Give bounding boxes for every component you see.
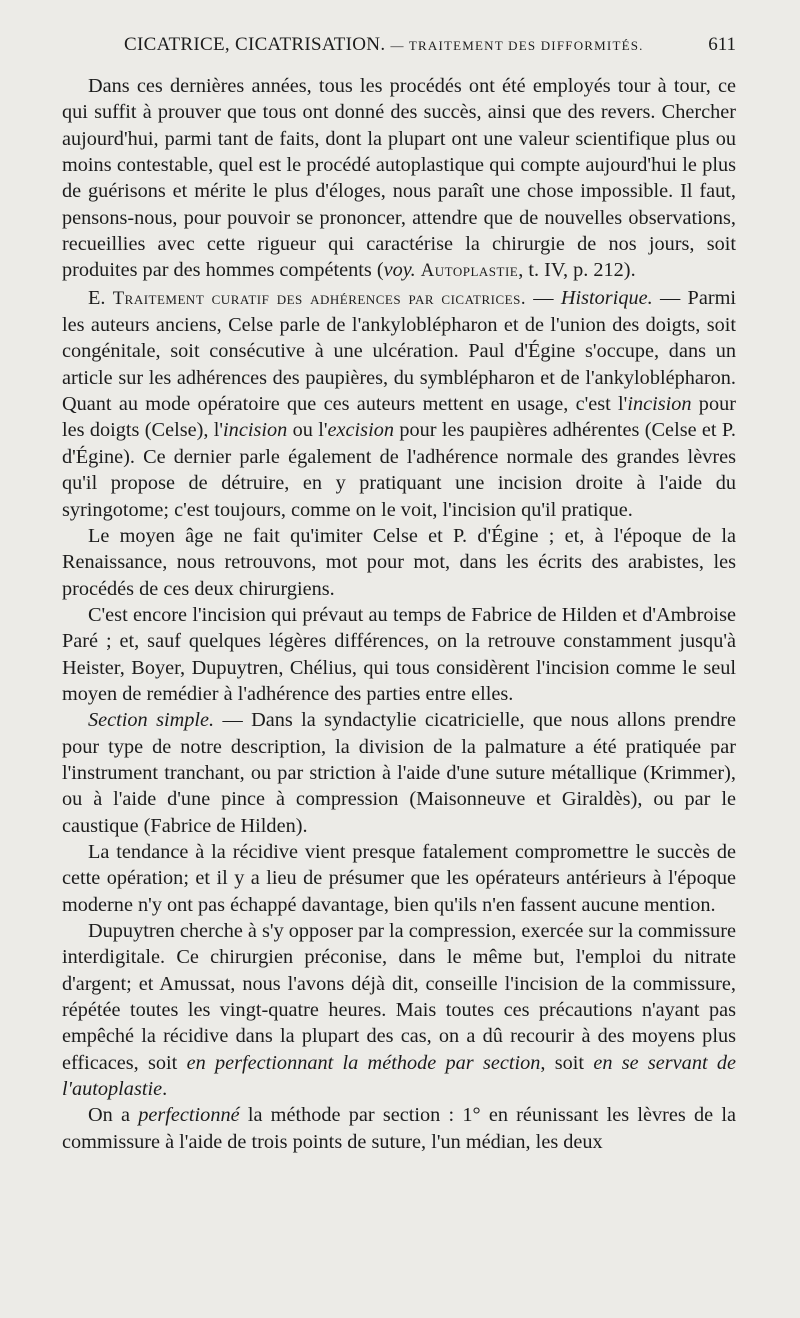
paragraph-text: Dans ces dernières années, tous les procédés ont été employés tour à tour, ce qui suffit à prouver que tous ont donné des succès, ainsi que des revers. Chercher aujourd'hui, parmi tant de faits, dont la plupart ont une valeur scientifique plus ou moins contestable, quel est le procédé autoplastique qui compte aujourd'hui le plus de guérisons et mérite le plus d'éloges, nous paraît une chose impossible. Il faut, pensons-nous, pour pouvoir se prononcer, attendre que de nouvelles observations, recueillies avec cette rigueur qui caractérise la chirurgie de nos jours, soit produites par des hommes compétents ( bbox=[62, 75, 736, 282]
page-number: 611 bbox=[708, 34, 736, 55]
dash: — bbox=[526, 286, 561, 309]
body-text bbox=[62, 73, 736, 1155]
paragraph bbox=[62, 1102, 736, 1155]
paragraph-text: Le moyen âge ne fait qu'imiter Celse et P. d'Égine ; et, à l'époque de la Renaissance, nous retrouvons, mot pour mot, dans les écrits des arabistes, les procédés de ces deux chirurgiens. bbox=[62, 524, 736, 600]
paragraph-text: pour les doigts (Celse), l' bbox=[62, 393, 736, 442]
paragraph-text: pour les paupières adhérentes (Celse et P. d'Égine). Ce dernier parle également de l'adhérence normale des grandes lèvres qu'il propose de détruire, en y pratiquant une incision droite à l'aide du syringotome; c'est toujours, comme on le voit, l'incision qu'il pratique. bbox=[62, 419, 737, 521]
reference-location: , t. IV, p. 212). bbox=[518, 259, 636, 282]
emphasis: perfectionné bbox=[138, 1104, 240, 1127]
header-subtitle: — TRAITEMENT DES DIFFORMITÉS. bbox=[390, 38, 644, 53]
section-letter: E. bbox=[88, 286, 106, 309]
paragraph-text: La tendance à la récidive vient presque fatalement compromettre le succès de cette opération; et il y a lieu de présumer que les opérateurs antérieurs à l'époque moderne n'y ont pas échappé davantage, bien qu'ils n'en fassent aucune mention. bbox=[62, 840, 736, 916]
term-incision: incision bbox=[223, 419, 288, 442]
paragraph bbox=[62, 73, 736, 285]
paragraph-text: ou l' bbox=[287, 419, 328, 442]
running-title bbox=[124, 30, 644, 61]
paragraph-text: — Dans la syndactylie cicatricielle, que nous allons prendre pour type de notre description, la division de la palmature a été pratiquée par l'instrument tranchant, ou par striction à l'aide d'une suture métallique (Krimmer), ou à l'aide d'une pince à compression (Maisonneuve et Giraldès), ou par le caustique (Fabrice de Hilden). bbox=[62, 709, 736, 837]
paragraph-text: la méthode par section : 1° en réunissant les lèvres de la commissure à l'aide de trois points de suture, l'un médian, les deux bbox=[62, 1104, 737, 1153]
term-excision: excision bbox=[327, 419, 394, 442]
paragraph-text: . bbox=[162, 1078, 168, 1101]
paragraph-text: Dupuytren cherche à s'y opposer par la compression, exercée sur la commissure interdigitale. Ce chirurgien préconise, dans le même but, l'emploi du nitrate d'argent; et Amussat, nous l'avons déjà dit, conseille l'incision de la commissure, répétée toutes les vingt-quatre heures. Mais toutes ces précautions n'ayant pas empêché la récidive dans la plupart des cas, on a dû recourir à des moyens plus efficaces, soit bbox=[62, 920, 736, 1074]
section-heading: Traitement curatif des adhérences par cicatrices. bbox=[112, 287, 526, 309]
paragraph bbox=[62, 523, 736, 602]
paragraph bbox=[62, 285, 736, 523]
paragraph bbox=[62, 707, 736, 839]
paragraph-text: On a bbox=[88, 1104, 139, 1127]
paragraph bbox=[62, 918, 736, 1102]
emphasis: en perfectionnant la méthode par section bbox=[186, 1051, 541, 1074]
header-title: CICATRICE, CICATRISATION. bbox=[124, 34, 386, 55]
paragraph bbox=[62, 839, 736, 918]
paragraph-text: C'est encore l'incision qui prévaut au temps de Fabrice de Hilden et d'Ambroise Paré ; et, sauf quelques légères différences, on la retrouve constamment jusqu'à Heister, Boyer, Dupuytren, Chélius, qui tous considèrent l'incision comme le seul moyen de remédier à l'adhérence des parties entre elles. bbox=[62, 603, 736, 705]
subheading-historique: Historique. bbox=[560, 286, 653, 309]
paragraph-text: , soit bbox=[540, 1051, 594, 1074]
term-incision: incision bbox=[627, 393, 692, 416]
paragraph-text: — Parmi les auteurs anciens, Celse parle de l'ankyloblépharon et de l'union des doigts, soit congénitale, soit consécutive à une ulcération. Paul d'Égine s'occupe, dans un article sur les adhérences des paupières, du symblépharon et de l'ankyloblépharon. Quant au mode opératoire que ces auteurs mettent en usage, c'est l' bbox=[62, 286, 736, 416]
emphasis: en se servant de l'autoplastie bbox=[62, 1051, 736, 1101]
book-page bbox=[62, 30, 737, 1153]
subheading-section-simple: Section simple. bbox=[88, 709, 215, 732]
paragraph bbox=[62, 602, 736, 707]
reference-title: Autoplastie bbox=[420, 260, 519, 282]
running-header bbox=[62, 30, 736, 60]
reference-voy: voy. bbox=[383, 259, 416, 282]
